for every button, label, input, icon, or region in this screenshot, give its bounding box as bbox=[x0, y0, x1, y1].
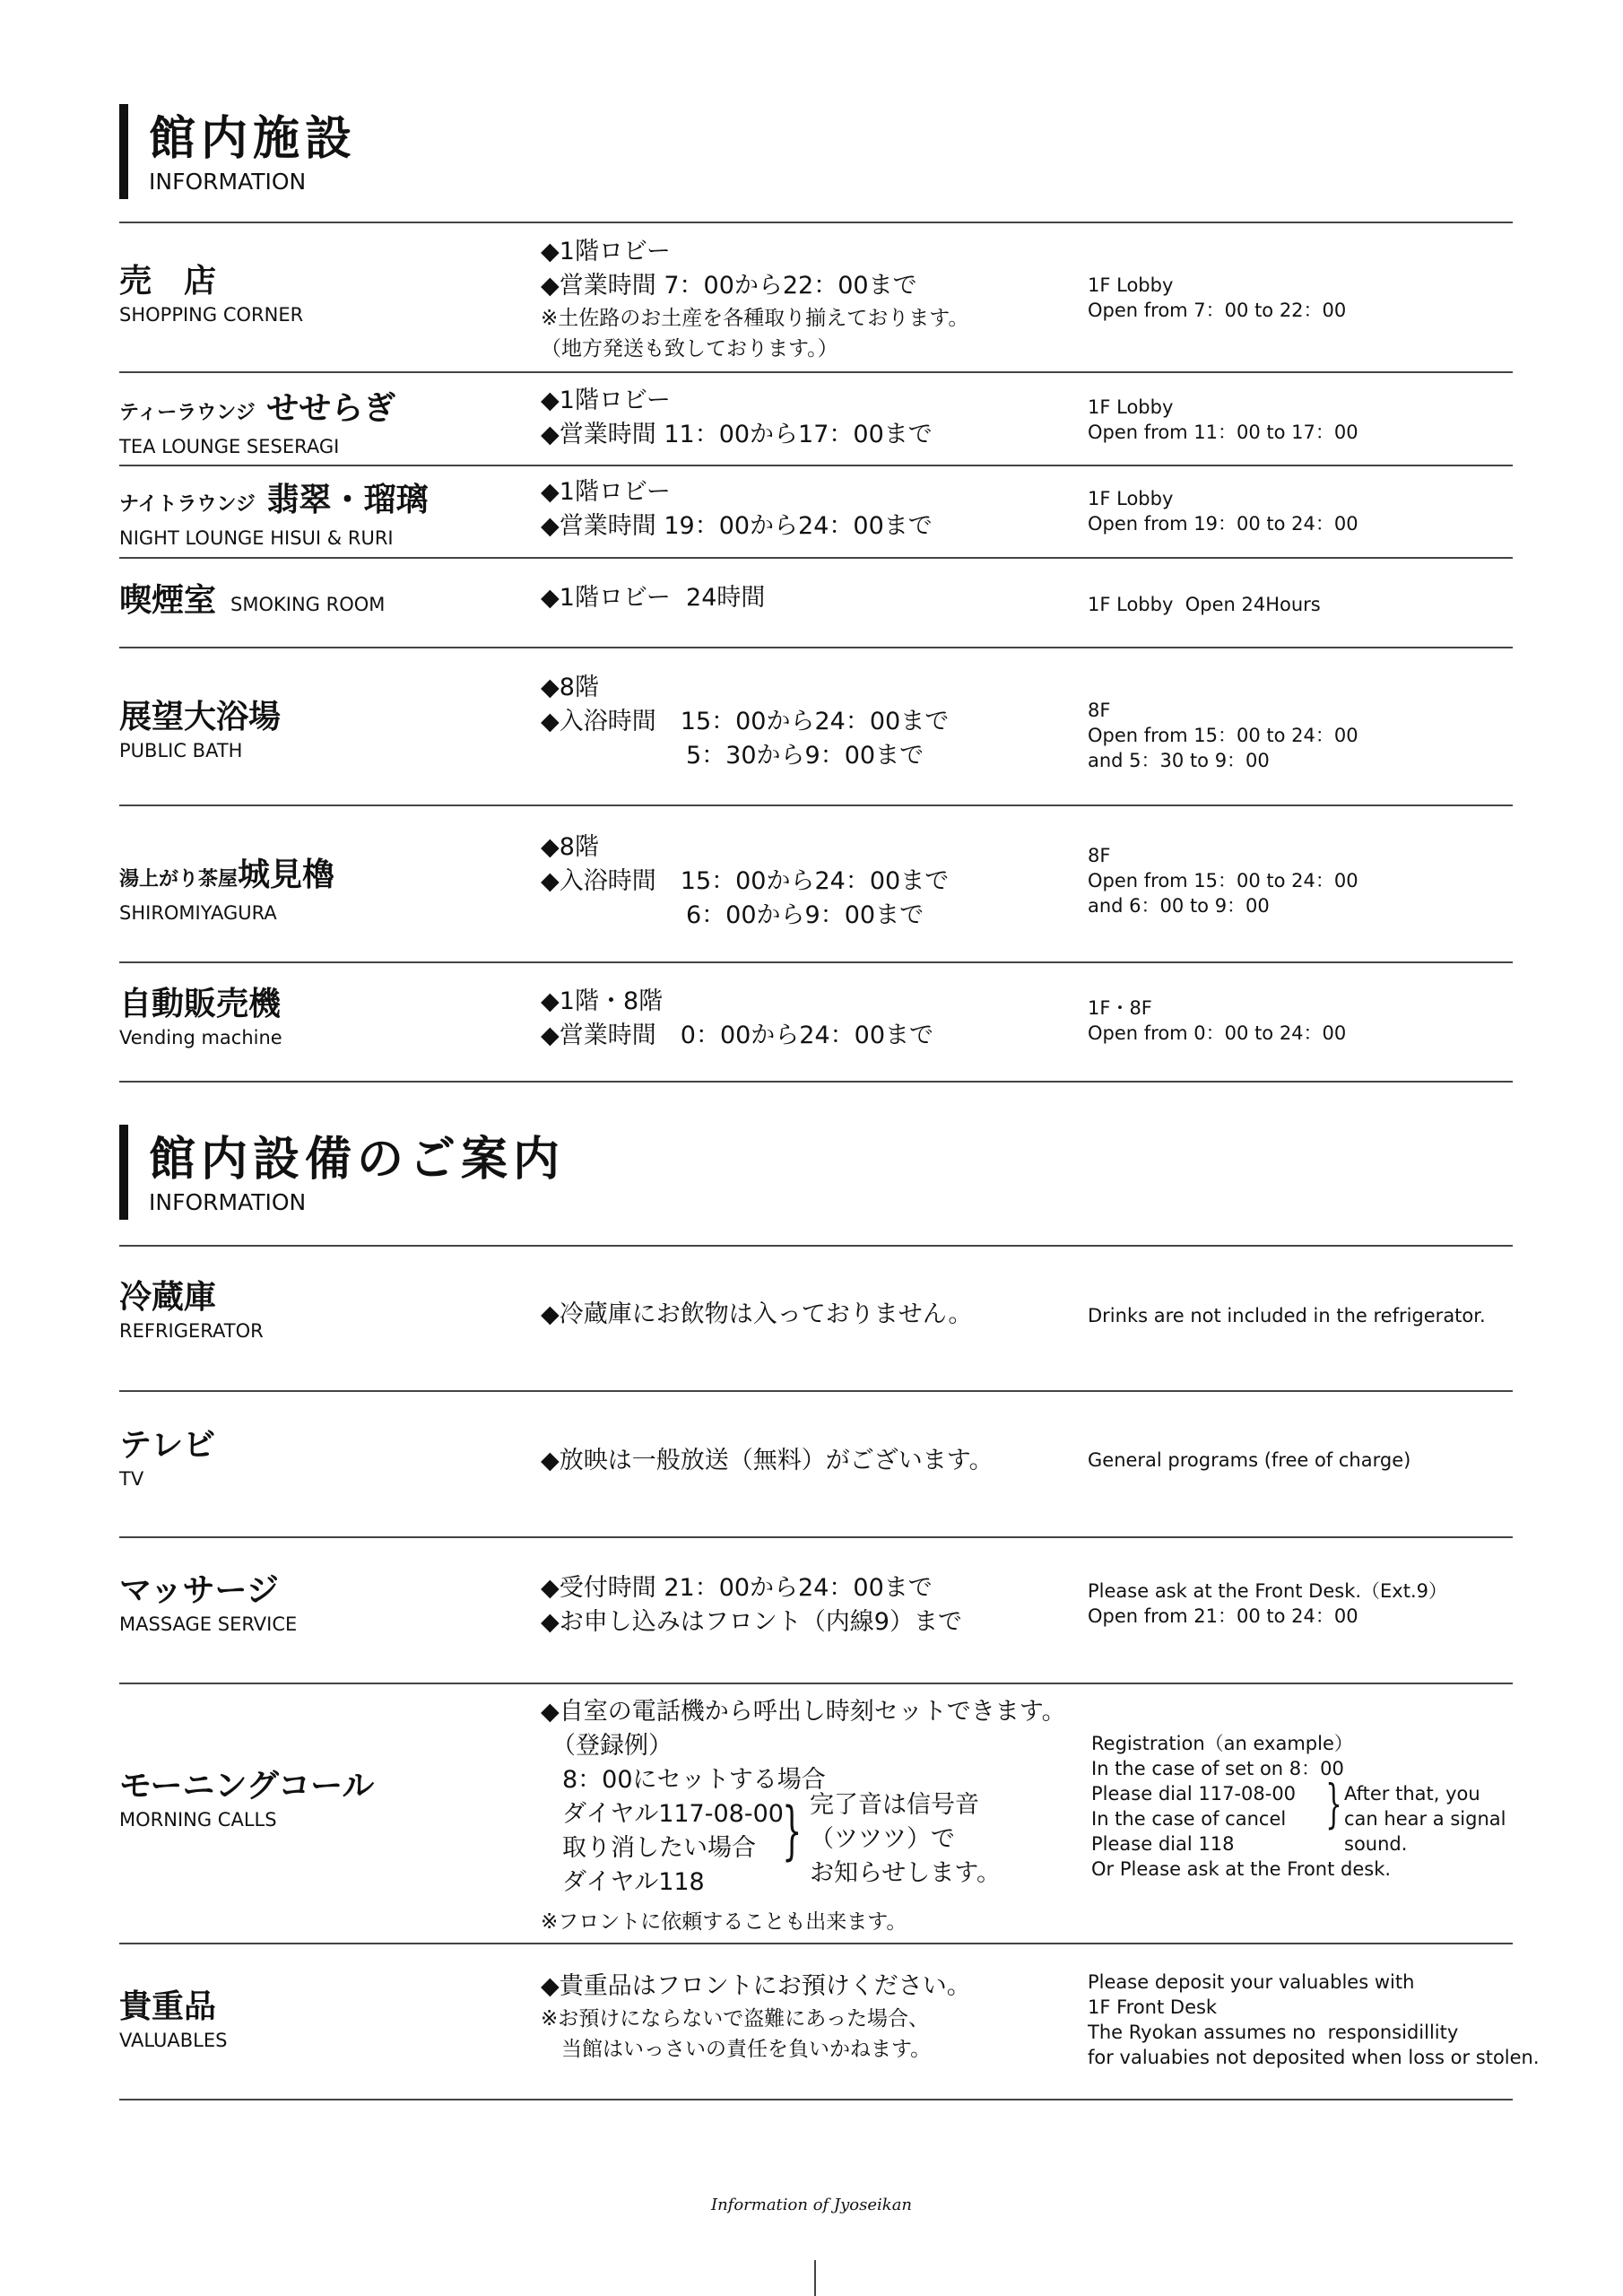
english-line: 1F・8F bbox=[1088, 997, 1152, 1019]
detail-line: 6：00から9：00まで bbox=[541, 901, 924, 929]
divider bbox=[119, 465, 1513, 466]
facility-name bbox=[119, 581, 523, 624]
detail-line: ◆冷蔵庫にお飲物は入っておりません。 bbox=[541, 1300, 973, 1328]
section-bar bbox=[119, 1125, 128, 1220]
facility-name-main: 喫煙室 bbox=[119, 582, 217, 619]
amenity-name-en: TV bbox=[119, 1468, 144, 1490]
english-line: Open from 7：00 to 22：00 bbox=[1088, 300, 1347, 321]
english-line: Registration（an example） bbox=[1091, 1733, 1353, 1754]
divider bbox=[119, 647, 1513, 648]
detail-line: ◆8階 bbox=[541, 674, 599, 701]
english-line: and 5：30 to 9：00 bbox=[1088, 750, 1270, 771]
facility-name-en: Vending machine bbox=[119, 1027, 282, 1048]
facility-name-en: TEA LOUNGE SESERAGI bbox=[119, 436, 340, 457]
facility-row-smoking-room bbox=[119, 581, 1513, 635]
section-bar bbox=[119, 104, 128, 199]
facility-name-en: PUBLIC BATH bbox=[119, 740, 243, 761]
detail-line: ◆1階ロビー 24時間 bbox=[541, 584, 766, 612]
english-line: 1F Lobby bbox=[1088, 488, 1174, 509]
english-line: Please dial 117-08-00 bbox=[1091, 1783, 1297, 1805]
amenity-row-refrigerator bbox=[119, 1278, 1513, 1368]
step-line: 取り消したい場合 bbox=[562, 1834, 756, 1862]
facility-row-shiromiyagura bbox=[119, 831, 1513, 956]
facility-row-public-bath bbox=[119, 671, 1513, 796]
english-line: 8F bbox=[1088, 700, 1111, 721]
facility-row-night-lounge bbox=[119, 475, 1513, 556]
divider bbox=[119, 1245, 1513, 1247]
amenity-name: 貴重品 bbox=[119, 1988, 217, 2025]
facility-name-prefix: ティーラウンジ bbox=[119, 402, 256, 424]
divider bbox=[119, 1536, 1513, 1538]
detail-line: ◆放映は一般放送（無料）がございます。 bbox=[541, 1447, 994, 1474]
english-line: 8F bbox=[1088, 845, 1111, 866]
english-line: Open from 0：00 to 24：00 bbox=[1088, 1022, 1347, 1044]
detail-line: ◆1階ロビー bbox=[541, 387, 671, 414]
english-line: After that, you bbox=[1344, 1783, 1480, 1805]
facility-name: 自動販売機 bbox=[119, 986, 282, 1022]
detail-line: ◆入浴時間 15：00から24：00まで bbox=[541, 708, 950, 735]
english-line: In the case of cancel bbox=[1091, 1808, 1287, 1830]
section-title: 館内施設 bbox=[149, 112, 358, 166]
divider bbox=[119, 222, 1513, 223]
english-line: for valuabies not deposited when loss or stolen. bbox=[1088, 2047, 1540, 2068]
english-line: 1F Front Desk bbox=[1088, 1996, 1218, 2018]
facility-name bbox=[119, 389, 523, 433]
facility-name-en: SMOKING ROOM bbox=[230, 594, 386, 615]
english-line: can hear a signal bbox=[1344, 1808, 1506, 1830]
divider bbox=[119, 1943, 1513, 1944]
english-line: Drinks are not included in the refrigerator. bbox=[1088, 1305, 1486, 1326]
note-line: 当館はいっさいの責任を負いかねます。 bbox=[541, 2038, 932, 2061]
english-line: Open from 11：00 to 17：00 bbox=[1088, 422, 1358, 443]
detail-line: ◆入浴時間 15：00から24：00まで bbox=[541, 867, 950, 895]
detail-line: ◆お申し込みはフロント（内線9）まで bbox=[541, 1608, 962, 1636]
amenity-name-en: MASSAGE SERVICE bbox=[119, 1613, 298, 1635]
note-line: ※お預けにならないで盗難にあった場合、 bbox=[541, 2007, 930, 2031]
facility-name bbox=[119, 481, 523, 525]
english-line: 1F Lobby bbox=[1088, 396, 1174, 418]
note-line: ※フロントに依頼することも出来ます。 bbox=[541, 1910, 907, 1934]
footer-text: Information of Jyoseikan bbox=[710, 2196, 913, 2214]
detail-line: ◆8階 bbox=[541, 833, 599, 861]
amenity-name: テレビ bbox=[119, 1427, 216, 1464]
facility-name-prefix: 湯上がり茶屋 bbox=[119, 868, 239, 891]
amenity-row-massage bbox=[119, 1571, 1513, 1661]
english-line: General programs (free of charge) bbox=[1088, 1449, 1411, 1471]
facility-name: 展望大浴場 bbox=[119, 699, 282, 735]
english-line: Please ask at the Front Desk.（Ext.9） bbox=[1088, 1580, 1448, 1602]
step-line: ダイヤル118 bbox=[562, 1868, 705, 1896]
divider bbox=[119, 1081, 1513, 1083]
facility-name-main: 翡翠・瑠璃 bbox=[266, 482, 429, 518]
note-line: ※土佐路のお土産を各種取り揃えております。 bbox=[541, 307, 969, 330]
amenity-name-en: REFRIGERATOR bbox=[119, 1320, 264, 1342]
facility-name-en: SHOPPING CORNER bbox=[119, 304, 304, 326]
divider bbox=[119, 1683, 1513, 1684]
detail-line: （登録例） bbox=[551, 1732, 673, 1760]
amenity-name-en: MORNING CALLS bbox=[119, 1809, 277, 1831]
divider bbox=[119, 1390, 1513, 1392]
footer-divider bbox=[814, 2260, 816, 2296]
divider bbox=[119, 557, 1513, 559]
detail-line: ◆1階ロビー bbox=[541, 238, 671, 265]
signal-line: （ツツツ）で bbox=[810, 1825, 955, 1853]
detail-line: ◆1階ロビー bbox=[541, 478, 671, 506]
detail-line: ◆営業時間 0：00から24：00まで bbox=[541, 1022, 934, 1049]
section-subtitle: INFORMATION bbox=[149, 1189, 307, 1215]
english-line: The Ryokan assumes no responsidillity bbox=[1088, 2022, 1459, 2043]
brace-icon: } bbox=[1325, 1773, 1342, 1834]
facility-row-tea-lounge bbox=[119, 384, 1513, 465]
english-line: sound. bbox=[1344, 1833, 1408, 1855]
step-line: ダイヤル117-08-00 bbox=[562, 1800, 784, 1828]
divider bbox=[119, 371, 1513, 373]
amenity-name: 冷蔵庫 bbox=[119, 1279, 217, 1316]
step-line: 8：00にセットする場合 bbox=[562, 1766, 826, 1794]
detail-line: ◆営業時間 19：00から24：00まで bbox=[541, 512, 933, 540]
section-subtitle: INFORMATION bbox=[149, 169, 307, 195]
english-line: 1F Lobby Open 24Hours bbox=[1088, 594, 1321, 615]
signal-line: 完了音は信号音 bbox=[810, 1791, 979, 1819]
amenity-row-morning-calls bbox=[119, 1695, 1513, 1937]
facility-name-main: せせらぎ bbox=[266, 390, 396, 427]
english-line: Or Please ask at the Front desk. bbox=[1091, 1858, 1392, 1880]
detail-line: 5：30から9：00まで bbox=[541, 742, 924, 770]
detail-line: ◆受付時間 21：00から24：00まで bbox=[541, 1574, 933, 1602]
facility-name-prefix: ナイトラウンジ bbox=[119, 493, 256, 516]
english-line: Please dial 118 bbox=[1091, 1833, 1235, 1855]
section-title: 館内設備のご案内 bbox=[149, 1133, 566, 1187]
english-line: 1F Lobby bbox=[1088, 274, 1174, 296]
amenity-name-en: VALUABLES bbox=[119, 2030, 228, 2051]
divider bbox=[119, 2099, 1513, 2100]
facility-row-vending-machine bbox=[119, 985, 1513, 1074]
facility-row-shop bbox=[119, 235, 1513, 370]
divider bbox=[119, 804, 1513, 806]
english-line: Open from 15：00 to 24：00 bbox=[1088, 870, 1358, 891]
english-line: Open from 15：00 to 24：00 bbox=[1088, 725, 1358, 746]
registration-example bbox=[541, 1763, 1079, 1907]
amenity-row-tv bbox=[119, 1426, 1513, 1516]
english-line: Open from 19：00 to 24：00 bbox=[1088, 513, 1358, 535]
facility-name: 売 店 bbox=[119, 263, 217, 300]
divider bbox=[119, 961, 1513, 963]
detail-line: ◆1階・8階 bbox=[541, 987, 664, 1015]
amenity-name: モーニングコール bbox=[119, 1768, 375, 1805]
detail-line: ◆貴重品はフロントにお預けください。 bbox=[541, 1972, 971, 2000]
brace-icon: } bbox=[782, 1794, 803, 1867]
amenity-name: マッサージ bbox=[119, 1572, 279, 1609]
detail-line: ◆営業時間 7：00から22：00まで bbox=[541, 272, 917, 300]
english-line: Please deposit your valuables with bbox=[1088, 1971, 1415, 1993]
facility-name bbox=[119, 856, 523, 900]
amenity-row-valuables bbox=[119, 1970, 1540, 2086]
facility-name-main: 城見櫓 bbox=[238, 857, 335, 893]
english-line: and 6：00 to 9：00 bbox=[1088, 895, 1270, 917]
detail-line: ◆自室の電話機から呼出し時刻セットできます。 bbox=[541, 1698, 1066, 1726]
facility-name-en: SHIROMIYAGURA bbox=[119, 902, 277, 924]
signal-line: お知らせします。 bbox=[810, 1859, 1002, 1887]
detail-line: ◆営業時間 11：00から17：00まで bbox=[541, 421, 933, 448]
facility-name-en: NIGHT LOUNGE HISUI & RURI bbox=[119, 527, 394, 549]
english-line: In the case of set on 8：00 bbox=[1091, 1758, 1344, 1779]
note-line: （地方発送も致しております。） bbox=[541, 337, 838, 361]
english-line: Open from 21：00 to 24：00 bbox=[1088, 1605, 1358, 1627]
